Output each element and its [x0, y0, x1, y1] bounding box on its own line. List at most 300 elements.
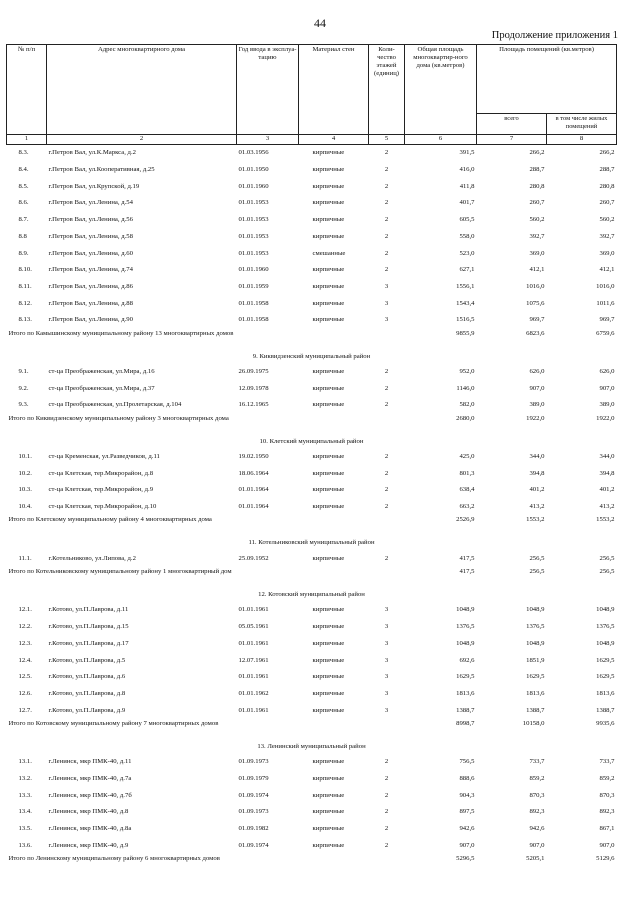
row-total-area: 523,0 [459, 249, 475, 257]
table-row [7, 262, 617, 279]
district-heading-row [7, 536, 617, 550]
row-floors: 3 [384, 316, 389, 324]
table-row [7, 178, 617, 195]
district-total-label: Итого по Клетскому муниципальному району 4 многоквартирных дома [8, 516, 212, 524]
page-number: 44 [314, 16, 326, 30]
district-total-area: 2680,0 [456, 414, 475, 422]
district-total-label: Итого по Котельниковскому муниципальному району 1 многоквартирный дом [8, 568, 232, 576]
row-floors: 2 [384, 216, 389, 224]
row-commission-date: 01.09.1973 [238, 808, 269, 816]
row-wall-material: кирпичные [312, 486, 345, 494]
row-address: ст-ца Кременская, ул.Разведчиков, д.11 [48, 453, 160, 461]
row-commission-date: 01.01.1950 [238, 166, 269, 174]
row-wall-material: кирпичные [312, 401, 345, 409]
row-number: 13.4. [18, 808, 32, 816]
district-heading: 11. Котельниковский муниципальный район [248, 539, 375, 547]
row-number: 8.8 [18, 232, 27, 240]
row-address: г.Котово, ул.П.Лаврова, д.8 [48, 689, 126, 697]
row-commission-date: 01.09.1973 [238, 758, 269, 766]
row-number: 12.5. [18, 673, 32, 681]
row-wall-material: кирпичные [312, 758, 345, 766]
row-premises-area-living: 1016,0 [596, 282, 615, 290]
district-total-area: 9855,9 [456, 329, 475, 337]
row-total-area: 1556,1 [456, 282, 475, 290]
row-commission-date: 01.01.1961 [238, 606, 269, 614]
row-premises-area-living: 412,1 [599, 266, 615, 274]
row-premises-area-living: 626,0 [599, 367, 615, 375]
district-total-area: 8998,7 [456, 719, 475, 727]
table-row [7, 397, 617, 414]
column-number: 7 [477, 135, 547, 145]
column-number: 4 [299, 135, 369, 145]
row-number: 9.2. [18, 384, 29, 392]
row-floors: 3 [384, 656, 389, 664]
row-number: 12.7. [18, 706, 32, 714]
row-premises-area-all: 1851,9 [526, 656, 545, 664]
row-commission-date: 01.01.1953 [238, 216, 269, 224]
row-address: г.Ленинск, мкр ПМК-40, д.9 [48, 841, 129, 849]
row-total-area: 1629,5 [456, 673, 475, 681]
row-wall-material: кирпичные [312, 199, 345, 207]
row-premises-area-all: 1813,6 [526, 689, 545, 697]
table-row [7, 162, 617, 179]
row-wall-material: смешанные [312, 249, 346, 257]
row-floors: 2 [384, 266, 389, 274]
header-year: Год ввода в эксплуа-тацию [237, 45, 299, 135]
row-premises-area-all: 280,8 [529, 182, 545, 190]
row-wall-material: кирпичные [312, 503, 345, 511]
row-floors: 2 [384, 469, 389, 477]
row-number: 8.7. [18, 216, 29, 224]
row-commission-date: 12.07.1961 [238, 656, 269, 664]
row-commission-date: 01.01.1958 [238, 316, 269, 324]
row-wall-material: кирпичные [312, 166, 345, 174]
row-commission-date: 01.01.1964 [238, 503, 269, 511]
district-total-premises-living: 9935,6 [596, 719, 615, 727]
table-row [7, 212, 617, 229]
row-address: г.Ленинск, мкр ПМК-40, д.8а [48, 825, 132, 833]
district-total-area: 2526,9 [456, 516, 475, 524]
row-floors: 3 [384, 282, 389, 290]
row-premises-area-living: 1629,5 [596, 656, 615, 664]
row-floors: 3 [384, 706, 389, 714]
table-row [7, 821, 617, 838]
column-number: 5 [369, 135, 405, 145]
row-floors: 2 [384, 367, 389, 375]
row-total-area: 411,8 [459, 182, 475, 190]
row-commission-date: 01.09.1974 [238, 791, 269, 799]
row-commission-date: 01.01.1964 [238, 486, 269, 494]
row-number: 8.6. [18, 199, 29, 207]
row-total-area: 1516,5 [456, 316, 475, 324]
row-number: 8.3. [18, 149, 29, 157]
row-commission-date: 26.09.1975 [238, 367, 269, 375]
row-premises-area-living: 1388,7 [596, 706, 615, 714]
table-row [7, 804, 617, 821]
row-premises-area-all: 733,7 [529, 758, 545, 766]
row-premises-area-living: 392,7 [599, 232, 615, 240]
row-floors: 2 [384, 554, 389, 562]
row-number: 8.9. [18, 249, 29, 257]
row-address: г.Котово, ул.П.Лаврова, д.15 [48, 623, 129, 631]
row-premises-area-living: 560,2 [599, 216, 615, 224]
district-total-premises-all: 5205,1 [526, 855, 545, 862]
table-row [7, 195, 617, 212]
table-row [7, 771, 617, 788]
row-floors: 2 [384, 774, 389, 782]
row-premises-area-all: 1048,9 [526, 639, 545, 647]
row-total-area: 904,3 [459, 791, 475, 799]
row-total-area: 558,0 [459, 232, 475, 240]
row-floors: 2 [384, 232, 389, 240]
row-premises-area-living: 870,3 [599, 791, 615, 799]
row-commission-date: 12.09.1978 [238, 384, 269, 392]
row-number: 13.5. [18, 825, 32, 833]
row-number: 10.3. [18, 486, 32, 494]
row-premises-area-all: 1016,0 [526, 282, 545, 290]
housing-register-table [6, 44, 617, 875]
row-total-area: 888,6 [459, 774, 475, 782]
row-address: г.Петров Вал, ул.Ленина, д.90 [48, 316, 133, 324]
row-address: ст-ца Преображенская, ул.Мира, д.37 [48, 384, 155, 392]
table-row [7, 702, 617, 719]
table-row [7, 465, 617, 482]
district-total-premises-all: 256,5 [529, 568, 545, 576]
row-commission-date: 01.03.1956 [238, 149, 269, 157]
row-address: г.Котельниково, ул.Липова, д.2 [48, 554, 136, 562]
row-floors: 3 [384, 689, 389, 697]
row-total-area: 1048,9 [456, 606, 475, 614]
row-number: 10.4. [18, 503, 32, 511]
row-floors: 2 [384, 825, 389, 833]
table-row [7, 295, 617, 312]
district-total-premises-all: 1553,2 [526, 516, 545, 524]
row-total-area: 1376,5 [456, 623, 475, 631]
row-total-area: 582,0 [459, 401, 475, 409]
row-premises-area-living: 867,1 [599, 825, 615, 833]
header-number: № п/п [7, 45, 47, 135]
row-premises-area-living: 1048,9 [596, 606, 615, 614]
row-total-area: 1048,9 [456, 639, 475, 647]
row-wall-material: кирпичные [312, 554, 345, 562]
row-total-area: 692,6 [459, 656, 475, 664]
table-row [7, 499, 617, 516]
row-total-area: 907,0 [459, 841, 475, 849]
row-commission-date: 01.09.1974 [238, 841, 269, 849]
row-commission-date: 01.01.1961 [238, 706, 269, 714]
header-floors: Коли-чество этажей (единиц) [369, 45, 405, 135]
district-total-row [7, 515, 617, 536]
row-premises-area-all: 413,2 [529, 503, 545, 511]
row-wall-material: кирпичные [312, 791, 345, 799]
row-address: г.Петров Вал, ул.Ленина, д.58 [48, 232, 133, 240]
row-wall-material: кирпичные [312, 825, 345, 833]
row-commission-date: 01.01.1961 [238, 673, 269, 681]
row-commission-date: 01.01.1960 [238, 182, 269, 190]
row-wall-material: кирпичные [312, 384, 345, 392]
row-total-area: 416,0 [459, 166, 475, 174]
row-address: г.Котово, ул.П.Лаврова, д.9 [48, 706, 126, 714]
row-premises-area-all: 1075,6 [526, 299, 545, 307]
header-wall-material: Материал стен [299, 45, 369, 135]
table-row [7, 279, 617, 296]
row-wall-material: кирпичные [312, 841, 345, 849]
row-floors: 3 [384, 299, 389, 307]
table-row [7, 754, 617, 771]
district-total-premises-all: 10158,0 [522, 719, 545, 727]
row-wall-material: кирпичные [312, 656, 345, 664]
table-row [7, 364, 617, 381]
row-address: г.Котово, ул.П.Лаврова, д.17 [48, 639, 129, 647]
district-total-row [7, 567, 617, 588]
table-row [7, 669, 617, 686]
district-total-premises-living: 1553,2 [596, 516, 615, 524]
table-body [7, 145, 617, 876]
district-total-area: 5296,5 [456, 855, 475, 862]
district-total-label: Итого по Котовскому муниципальному району 7 многоквартирных домов [8, 719, 219, 727]
row-floors: 2 [384, 249, 389, 257]
row-premises-area-all: 266,2 [529, 149, 545, 157]
row-premises-area-all: 870,3 [529, 791, 545, 799]
row-number: 12.2. [18, 623, 32, 631]
table-row [7, 837, 617, 854]
row-wall-material: кирпичные [312, 182, 345, 190]
row-floors: 2 [384, 182, 389, 190]
district-total-area: 417,5 [459, 568, 475, 576]
row-premises-area-living: 256,5 [599, 554, 615, 562]
column-number: 1 [7, 135, 47, 145]
row-wall-material: кирпичные [312, 149, 345, 157]
row-premises-area-living: 260,7 [599, 199, 615, 207]
district-total-premises-all: 6823,6 [526, 329, 545, 337]
row-total-area: 401,7 [459, 199, 475, 207]
row-total-area: 391,5 [459, 149, 475, 157]
row-floors: 2 [384, 384, 389, 392]
row-floors: 2 [384, 486, 389, 494]
row-wall-material: кирпичные [312, 232, 345, 240]
row-premises-area-living: 369,0 [599, 249, 615, 257]
table-row [7, 550, 617, 567]
row-commission-date: 01.01.1953 [238, 199, 269, 207]
row-premises-area-all: 369,0 [529, 249, 545, 257]
row-address: ст-ца Клетская, тер.Микрорайон, д.9 [48, 486, 154, 494]
row-address: г.Котово, ул.П.Лаврова, д.5 [48, 656, 126, 664]
row-premises-area-living: 413,2 [599, 503, 615, 511]
row-number: 13.3. [18, 791, 32, 799]
row-wall-material: кирпичные [312, 623, 345, 631]
row-floors: 2 [384, 503, 389, 511]
row-total-area: 1813,6 [456, 689, 475, 697]
row-premises-area-all: 401,2 [529, 486, 545, 494]
row-commission-date: 05.05.1961 [238, 623, 269, 631]
table-row [7, 619, 617, 636]
row-address: г.Петров Вал, ул.Ленина, д.74 [48, 266, 133, 274]
district-total-label: Итого по Камышинскому муниципальному району 13 многоквартирных домов [8, 329, 234, 337]
row-number: 8.5. [18, 182, 29, 190]
row-floors: 2 [384, 401, 389, 409]
district-total-row [7, 719, 617, 740]
row-address: г.Котово, ул.П.Лаврова, д.11 [48, 606, 129, 614]
row-address: г.Петров Вал, ул.Крупской, д.19 [48, 182, 140, 190]
row-address: ст-ца Клетская, тер.Микрорайон, д.10 [48, 503, 157, 511]
row-premises-area-living: 344,0 [599, 453, 615, 461]
row-total-area: 897,5 [459, 808, 475, 816]
row-wall-material: кирпичные [312, 808, 345, 816]
row-total-area: 605,5 [459, 216, 475, 224]
row-address: г.Ленинск, мкр ПМК-40, д.7а [48, 774, 132, 782]
row-premises-area-all: 942,6 [529, 825, 545, 833]
row-wall-material: кирпичные [312, 453, 345, 461]
row-total-area: 942,6 [459, 825, 475, 833]
row-floors: 2 [384, 841, 389, 849]
row-wall-material: кирпичные [312, 673, 345, 681]
row-address: г.Петров Вал, ул.Ленина, д.86 [48, 282, 133, 290]
district-total-row [7, 329, 617, 350]
table-row [7, 652, 617, 669]
row-address: г.Петров Вал, ул.Ленина, д.88 [48, 299, 133, 307]
table-row [7, 245, 617, 262]
row-premises-area-all: 1388,7 [526, 706, 545, 714]
row-number: 13.2. [18, 774, 32, 782]
row-floors: 2 [384, 199, 389, 207]
table-row [7, 787, 617, 804]
row-premises-area-living: 733,7 [599, 758, 615, 766]
row-total-area: 756,5 [459, 758, 475, 766]
row-address: г.Ленинск, мкр ПМК-40, д.7б [48, 791, 132, 799]
row-number: 8.4. [18, 166, 29, 174]
row-commission-date: 16.12.1965 [238, 401, 269, 409]
row-commission-date: 18.06.1964 [238, 469, 269, 477]
header-address: Адрес многоквартирного дома [47, 45, 237, 135]
row-floors: 2 [384, 791, 389, 799]
row-wall-material: кирпичные [312, 706, 345, 714]
row-premises-area-all: 907,0 [529, 841, 545, 849]
row-commission-date: 25.09.1952 [238, 554, 269, 562]
district-heading: 9. Киквидзенский муниципальный район [252, 352, 371, 360]
row-address: г.Петров Вал, ул.Ленина, д.56 [48, 216, 133, 224]
row-premises-area-living: 280,8 [599, 182, 615, 190]
row-total-area: 425,0 [459, 453, 475, 461]
header-premises-all: всего [477, 114, 547, 135]
row-total-area: 1388,7 [456, 706, 475, 714]
row-premises-area-living: 969,7 [599, 316, 615, 324]
row-premises-area-all: 392,7 [529, 232, 545, 240]
row-commission-date: 01.01.1953 [238, 249, 269, 257]
row-number: 10.2. [18, 469, 32, 477]
table-row [7, 635, 617, 652]
row-premises-area-living: 859,2 [599, 774, 615, 782]
table-row [7, 312, 617, 329]
row-total-area: 952,0 [459, 367, 475, 375]
row-total-area: 627,1 [459, 266, 475, 274]
row-address: г.Ленинск, мкр ПМК-40, д.11 [48, 758, 132, 766]
row-address: ст-ца Преображенская, ул.Пролетарская, д.104 [48, 401, 182, 409]
row-premises-area-living: 389,0 [599, 401, 615, 409]
row-premises-area-living: 288,7 [599, 166, 615, 174]
row-commission-date: 01.01.1960 [238, 266, 269, 274]
row-total-area: 1543,4 [456, 299, 475, 307]
row-number: 12.1. [18, 606, 32, 614]
row-number: 8.10. [18, 266, 32, 274]
table-row [7, 602, 617, 619]
row-number: 13.6. [18, 841, 32, 849]
table-row [7, 482, 617, 499]
column-number: 8 [547, 135, 617, 145]
row-number: 12.6. [18, 689, 32, 697]
row-premises-area-living: 1011,6 [596, 299, 615, 307]
row-wall-material: кирпичные [312, 606, 345, 614]
row-address: ст-ца Клетская, тер.Микрорайон, д.8 [48, 469, 154, 477]
row-floors: 3 [384, 623, 389, 631]
row-number: 12.3. [18, 639, 32, 647]
row-wall-material: кирпичные [312, 469, 345, 477]
row-commission-date: 01.09.1979 [238, 774, 269, 782]
district-total-row [7, 414, 617, 435]
header-total-area: Общая площадь многоквартир-ного дома (кв.метров) [405, 45, 477, 135]
row-premises-area-all: 260,7 [529, 199, 545, 207]
continuation-label: Продолжение приложения 1 [491, 30, 618, 41]
district-total-premises-living: 6759,6 [596, 329, 615, 337]
row-number: 11.1. [18, 554, 32, 562]
row-number: 8.11. [18, 282, 32, 290]
row-wall-material: кирпичные [312, 266, 345, 274]
table-row [7, 686, 617, 703]
row-premises-area-all: 256,5 [529, 554, 545, 562]
district-heading: 13. Ленинский муниципальный район [257, 742, 366, 750]
row-wall-material: кирпичные [312, 774, 345, 782]
row-floors: 3 [384, 606, 389, 614]
row-premises-area-living: 907,0 [599, 841, 615, 849]
row-premises-area-living: 907,0 [599, 384, 615, 392]
district-total-row [7, 854, 617, 875]
row-total-area: 638,4 [459, 486, 475, 494]
row-premises-area-living: 401,2 [599, 486, 615, 494]
row-premises-area-living: 1048,9 [596, 639, 615, 647]
row-premises-area-all: 394,8 [529, 469, 545, 477]
column-number: 2 [47, 135, 237, 145]
row-total-area: 417,5 [459, 554, 475, 562]
row-address: г.Котово, ул.П.Лаврова, д.6 [48, 673, 126, 681]
row-floors: 2 [384, 808, 389, 816]
row-address: г.Петров Вал, ул.Ленина, д.54 [48, 199, 133, 207]
row-commission-date: 01.01.1958 [238, 299, 269, 307]
row-premises-area-living: 892,3 [599, 808, 615, 816]
table-row [7, 145, 617, 162]
row-premises-area-all: 1048,9 [526, 606, 545, 614]
row-commission-date: 19.02.1950 [238, 453, 269, 461]
row-address: г.Петров Вал, ул.К.Маркса, д.2 [48, 149, 136, 157]
row-number: 8.13. [18, 316, 32, 324]
district-total-label: Итого по Ленинскому муниципальному району 6 многоквартирных домов [8, 855, 220, 862]
table-row [7, 228, 617, 245]
column-number: 6 [405, 135, 477, 145]
district-total-premises-living: 256,5 [599, 568, 615, 576]
row-wall-material: кирпичные [312, 216, 345, 224]
row-commission-date: 01.01.1961 [238, 639, 269, 647]
row-number: 9.3. [18, 401, 29, 409]
row-premises-area-living: 1629,5 [596, 673, 615, 681]
district-heading-row [7, 740, 617, 754]
row-total-area: 663,2 [459, 503, 475, 511]
row-address: г.Петров Вал, ул.Ленина, д.60 [48, 249, 133, 257]
row-premises-area-all: 288,7 [529, 166, 545, 174]
district-heading-row [7, 350, 617, 364]
district-heading-row [7, 435, 617, 449]
table-row [7, 449, 617, 466]
row-premises-area-all: 412,1 [529, 266, 545, 274]
row-commission-date: 01.01.1962 [238, 689, 269, 697]
row-premises-area-all: 626,0 [529, 367, 545, 375]
